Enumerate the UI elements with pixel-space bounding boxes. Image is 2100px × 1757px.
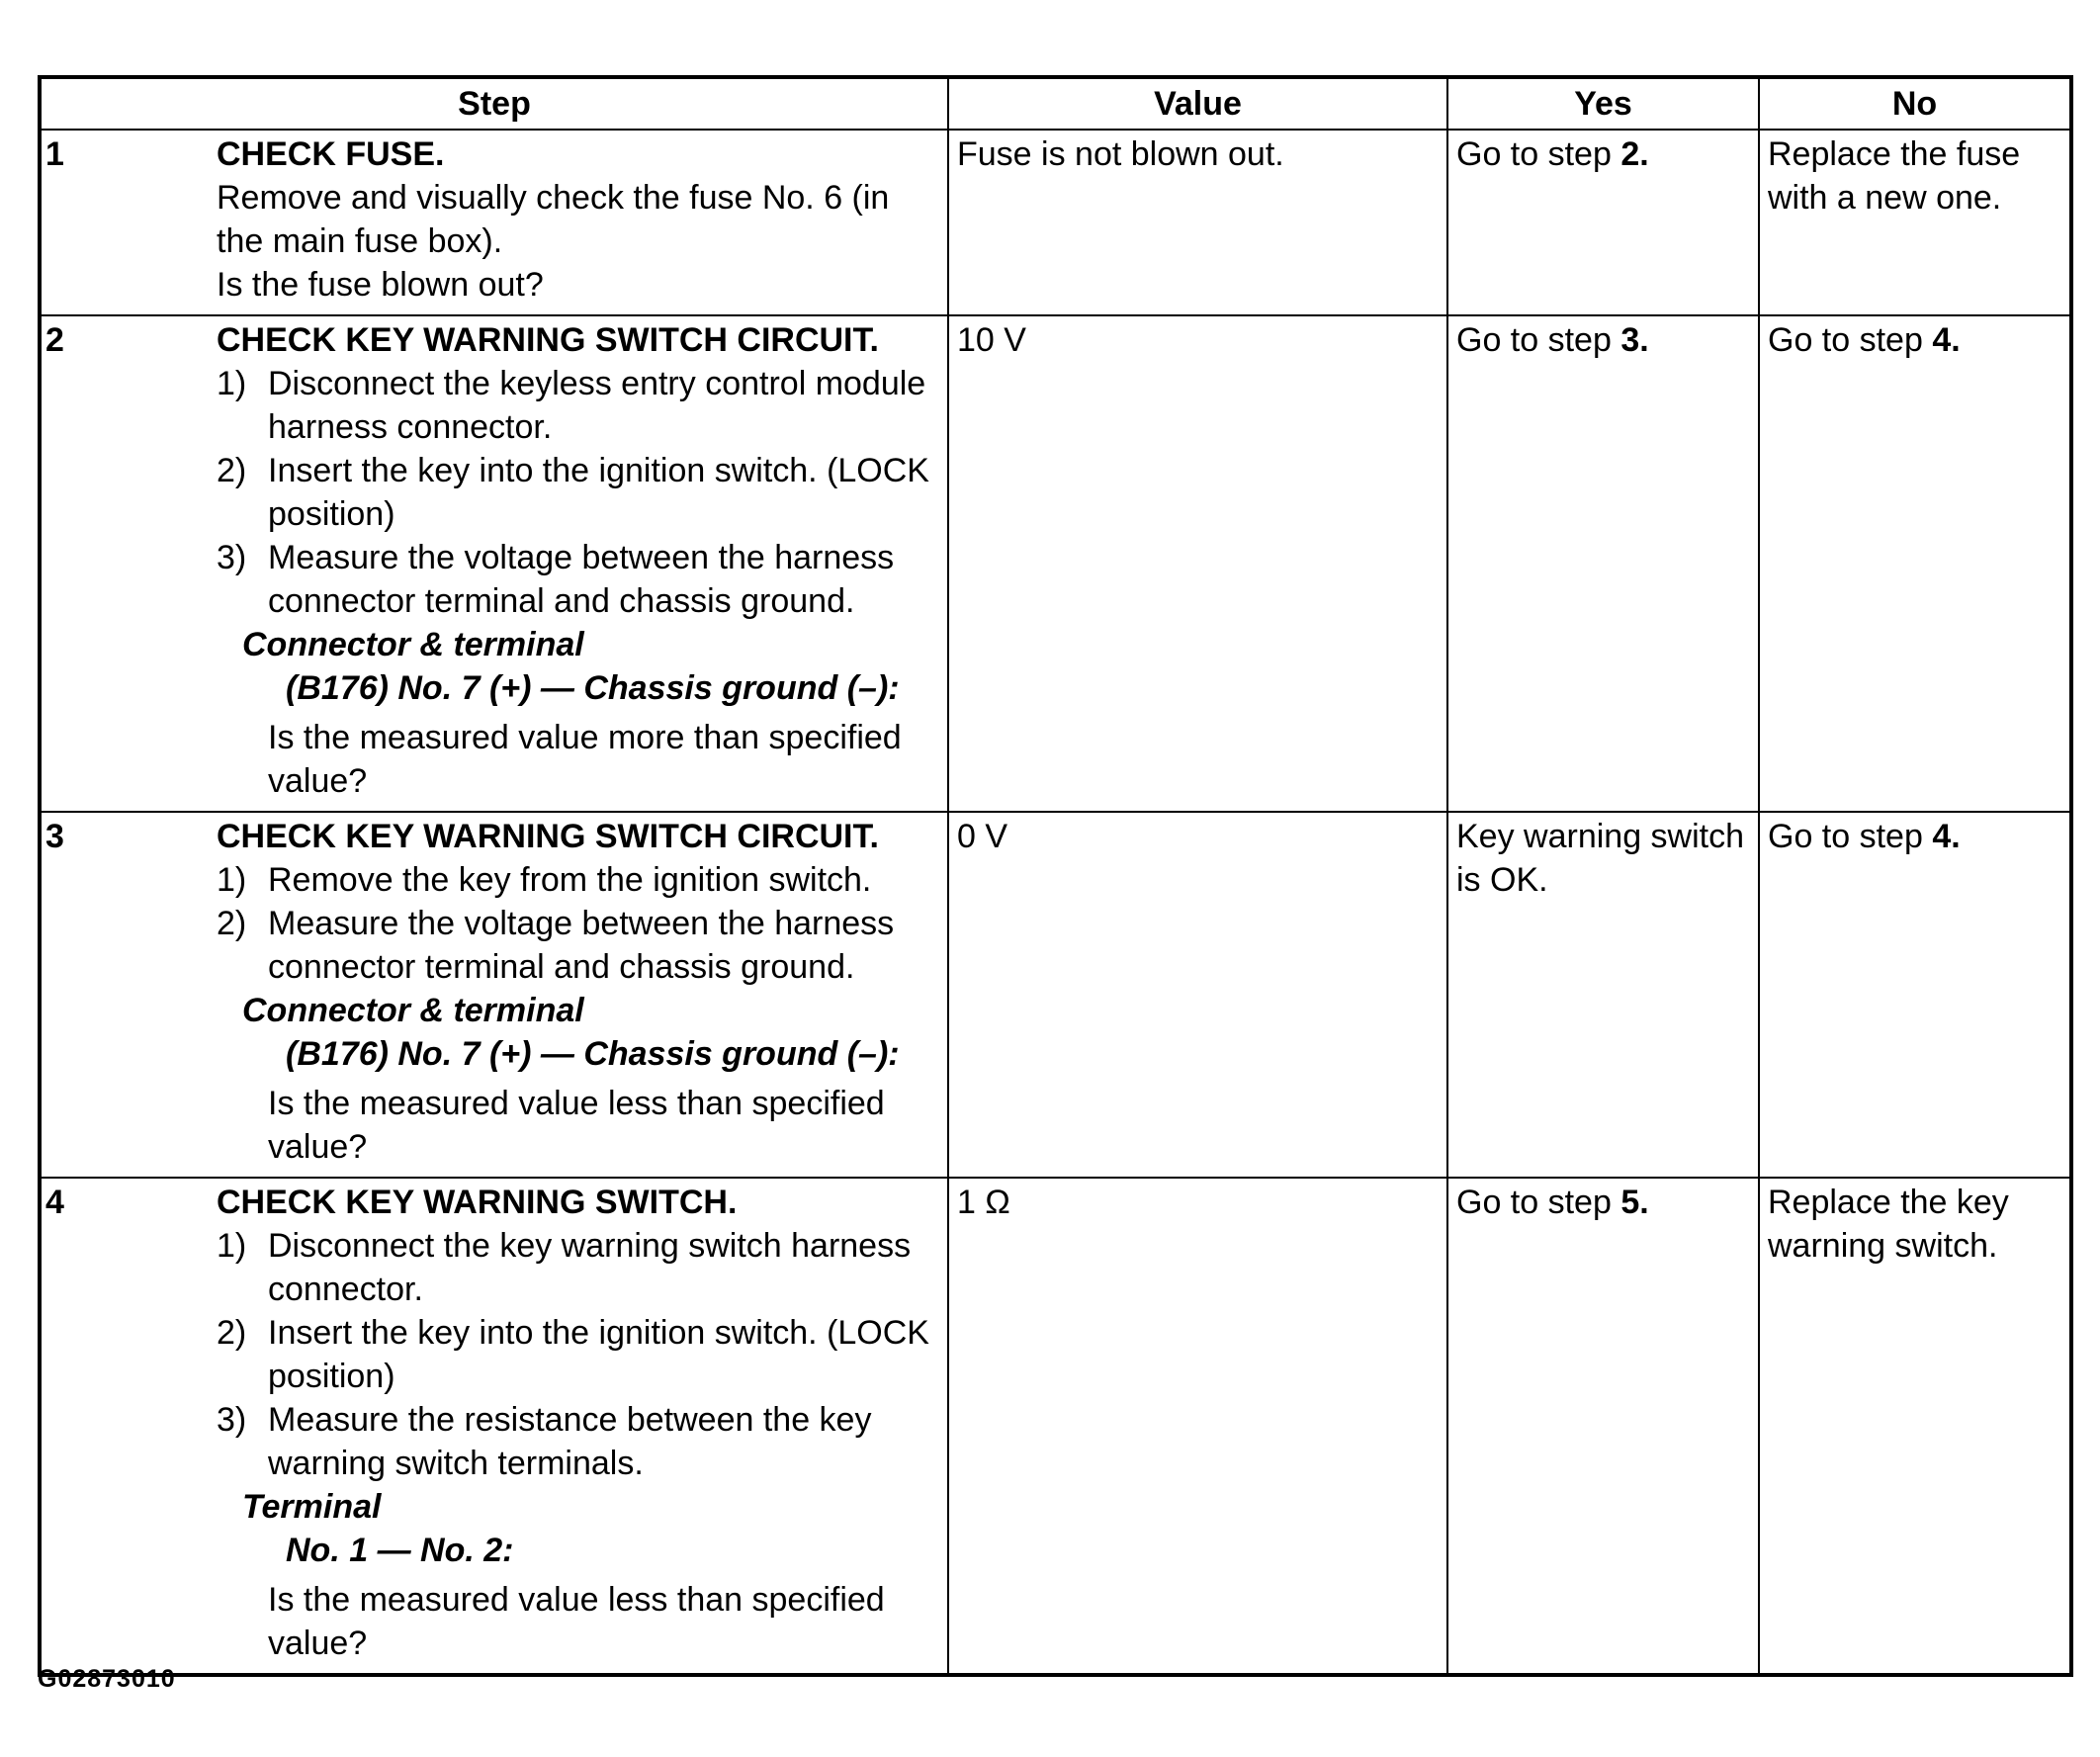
- substep: [217, 449, 941, 536]
- substep: [217, 1398, 941, 1485]
- diagnostic-table-container: [38, 75, 2069, 1677]
- yes-cell: [1447, 315, 1759, 812]
- substep-number: 1): [217, 861, 247, 899]
- value-cell: 1 Ω: [948, 1178, 1447, 1675]
- step-number: 1: [40, 130, 213, 315]
- step-number: 3: [40, 812, 213, 1178]
- substep: [217, 362, 941, 449]
- no-cell: [1759, 1178, 2071, 1675]
- substep-number: 2): [217, 452, 247, 489]
- substep-text: Disconnect the keyless entry control module harness connector.: [268, 365, 926, 446]
- diagnostic-table: [38, 75, 2073, 1677]
- step-question: Is the measured value more than specified value?: [268, 719, 902, 800]
- step-question: Is the measured value less than specified value?: [268, 1085, 885, 1166]
- value-cell: 0 V: [948, 812, 1447, 1178]
- step-description: [213, 130, 948, 315]
- yes-text: Go to step: [1456, 321, 1621, 359]
- table-row: [40, 812, 2071, 1178]
- step-description: [213, 315, 948, 812]
- yes-cell: [1447, 1178, 1759, 1675]
- header-yes: Yes: [1447, 77, 1759, 130]
- substep-number: 3): [217, 539, 247, 576]
- header-value: Value: [948, 77, 1447, 130]
- substep: [217, 536, 941, 623]
- table-header-row: [40, 77, 2071, 130]
- step-number: 4: [40, 1178, 213, 1675]
- step-line: the main fuse box).: [217, 222, 503, 260]
- terminal-title: Terminal: [242, 1488, 382, 1526]
- step-number: 2: [40, 315, 213, 812]
- step-title: CHECK KEY WARNING SWITCH CIRCUIT.: [217, 818, 879, 855]
- table-row: [40, 1178, 2071, 1675]
- value-cell: 10 V: [948, 315, 1447, 812]
- no-text: Replace the fuse with a new one.: [1768, 135, 2021, 217]
- yes-cell: [1447, 130, 1759, 315]
- no-step-ref: 4.: [1932, 321, 1961, 359]
- yes-text: Key warning switch is OK.: [1456, 818, 1745, 899]
- yes-text: Go to step: [1456, 135, 1621, 173]
- substep: [217, 902, 941, 989]
- yes-cell: [1447, 812, 1759, 1178]
- table-row: [40, 315, 2071, 812]
- terminal-value: No. 1 — No. 2:: [286, 1532, 514, 1569]
- header-no: No: [1759, 77, 2071, 130]
- step-line: Remove and visually check the fuse No. 6 (in: [217, 179, 890, 217]
- no-step-ref: 4.: [1932, 818, 1961, 855]
- no-text: Go to step: [1768, 321, 1933, 359]
- yes-text: Go to step: [1456, 1184, 1621, 1221]
- step-description: [213, 812, 948, 1178]
- no-text: Go to step: [1768, 818, 1933, 855]
- substep-text: Measure the voltage between the harness connector terminal and chassis ground.: [268, 905, 895, 986]
- substep: [217, 858, 941, 902]
- substep-number: 3): [217, 1401, 247, 1439]
- no-text: Replace the key warning switch.: [1768, 1184, 2009, 1265]
- substep-text: Insert the key into the ignition switch. (LOCK position): [268, 452, 929, 533]
- substep: [217, 1224, 941, 1311]
- substep-text: Disconnect the key warning switch harness connector.: [268, 1227, 912, 1308]
- header-step: Step: [40, 77, 948, 130]
- yes-step-ref: 5.: [1620, 1184, 1649, 1221]
- substep: [217, 1311, 941, 1398]
- connector-title: Connector & terminal: [242, 626, 584, 663]
- substep-text: Measure the voltage between the harness connector terminal and chassis ground.: [268, 539, 895, 620]
- step-description: [213, 1178, 948, 1675]
- connector-title: Connector & terminal: [242, 992, 584, 1029]
- figure-id: G02873010: [38, 1665, 176, 1693]
- step-title: CHECK FUSE.: [217, 135, 445, 173]
- connector-value: (B176) No. 7 (+) — Chassis ground (–):: [286, 669, 900, 707]
- connector-value: (B176) No. 7 (+) — Chassis ground (–):: [286, 1035, 900, 1073]
- no-cell: [1759, 130, 2071, 315]
- substep-text: Insert the key into the ignition switch. (LOCK position): [268, 1314, 929, 1395]
- table-row: [40, 130, 2071, 315]
- yes-step-ref: 2.: [1620, 135, 1649, 173]
- substep-number: 2): [217, 1314, 247, 1352]
- substep-text: Measure the resistance between the key warning switch terminals.: [268, 1401, 872, 1482]
- value-cell: Fuse is not blown out.: [948, 130, 1447, 315]
- substep-number: 1): [217, 1227, 247, 1265]
- step-title: CHECK KEY WARNING SWITCH.: [217, 1184, 738, 1221]
- step-title: CHECK KEY WARNING SWITCH CIRCUIT.: [217, 321, 879, 359]
- step-line: Is the fuse blown out?: [217, 266, 544, 304]
- no-cell: [1759, 315, 2071, 812]
- step-question: Is the measured value less than specified value?: [268, 1581, 885, 1662]
- yes-step-ref: 3.: [1620, 321, 1649, 359]
- substep-number: 1): [217, 365, 247, 402]
- no-cell: [1759, 812, 2071, 1178]
- substep-number: 2): [217, 905, 247, 942]
- substep-text: Remove the key from the ignition switch.: [268, 861, 872, 899]
